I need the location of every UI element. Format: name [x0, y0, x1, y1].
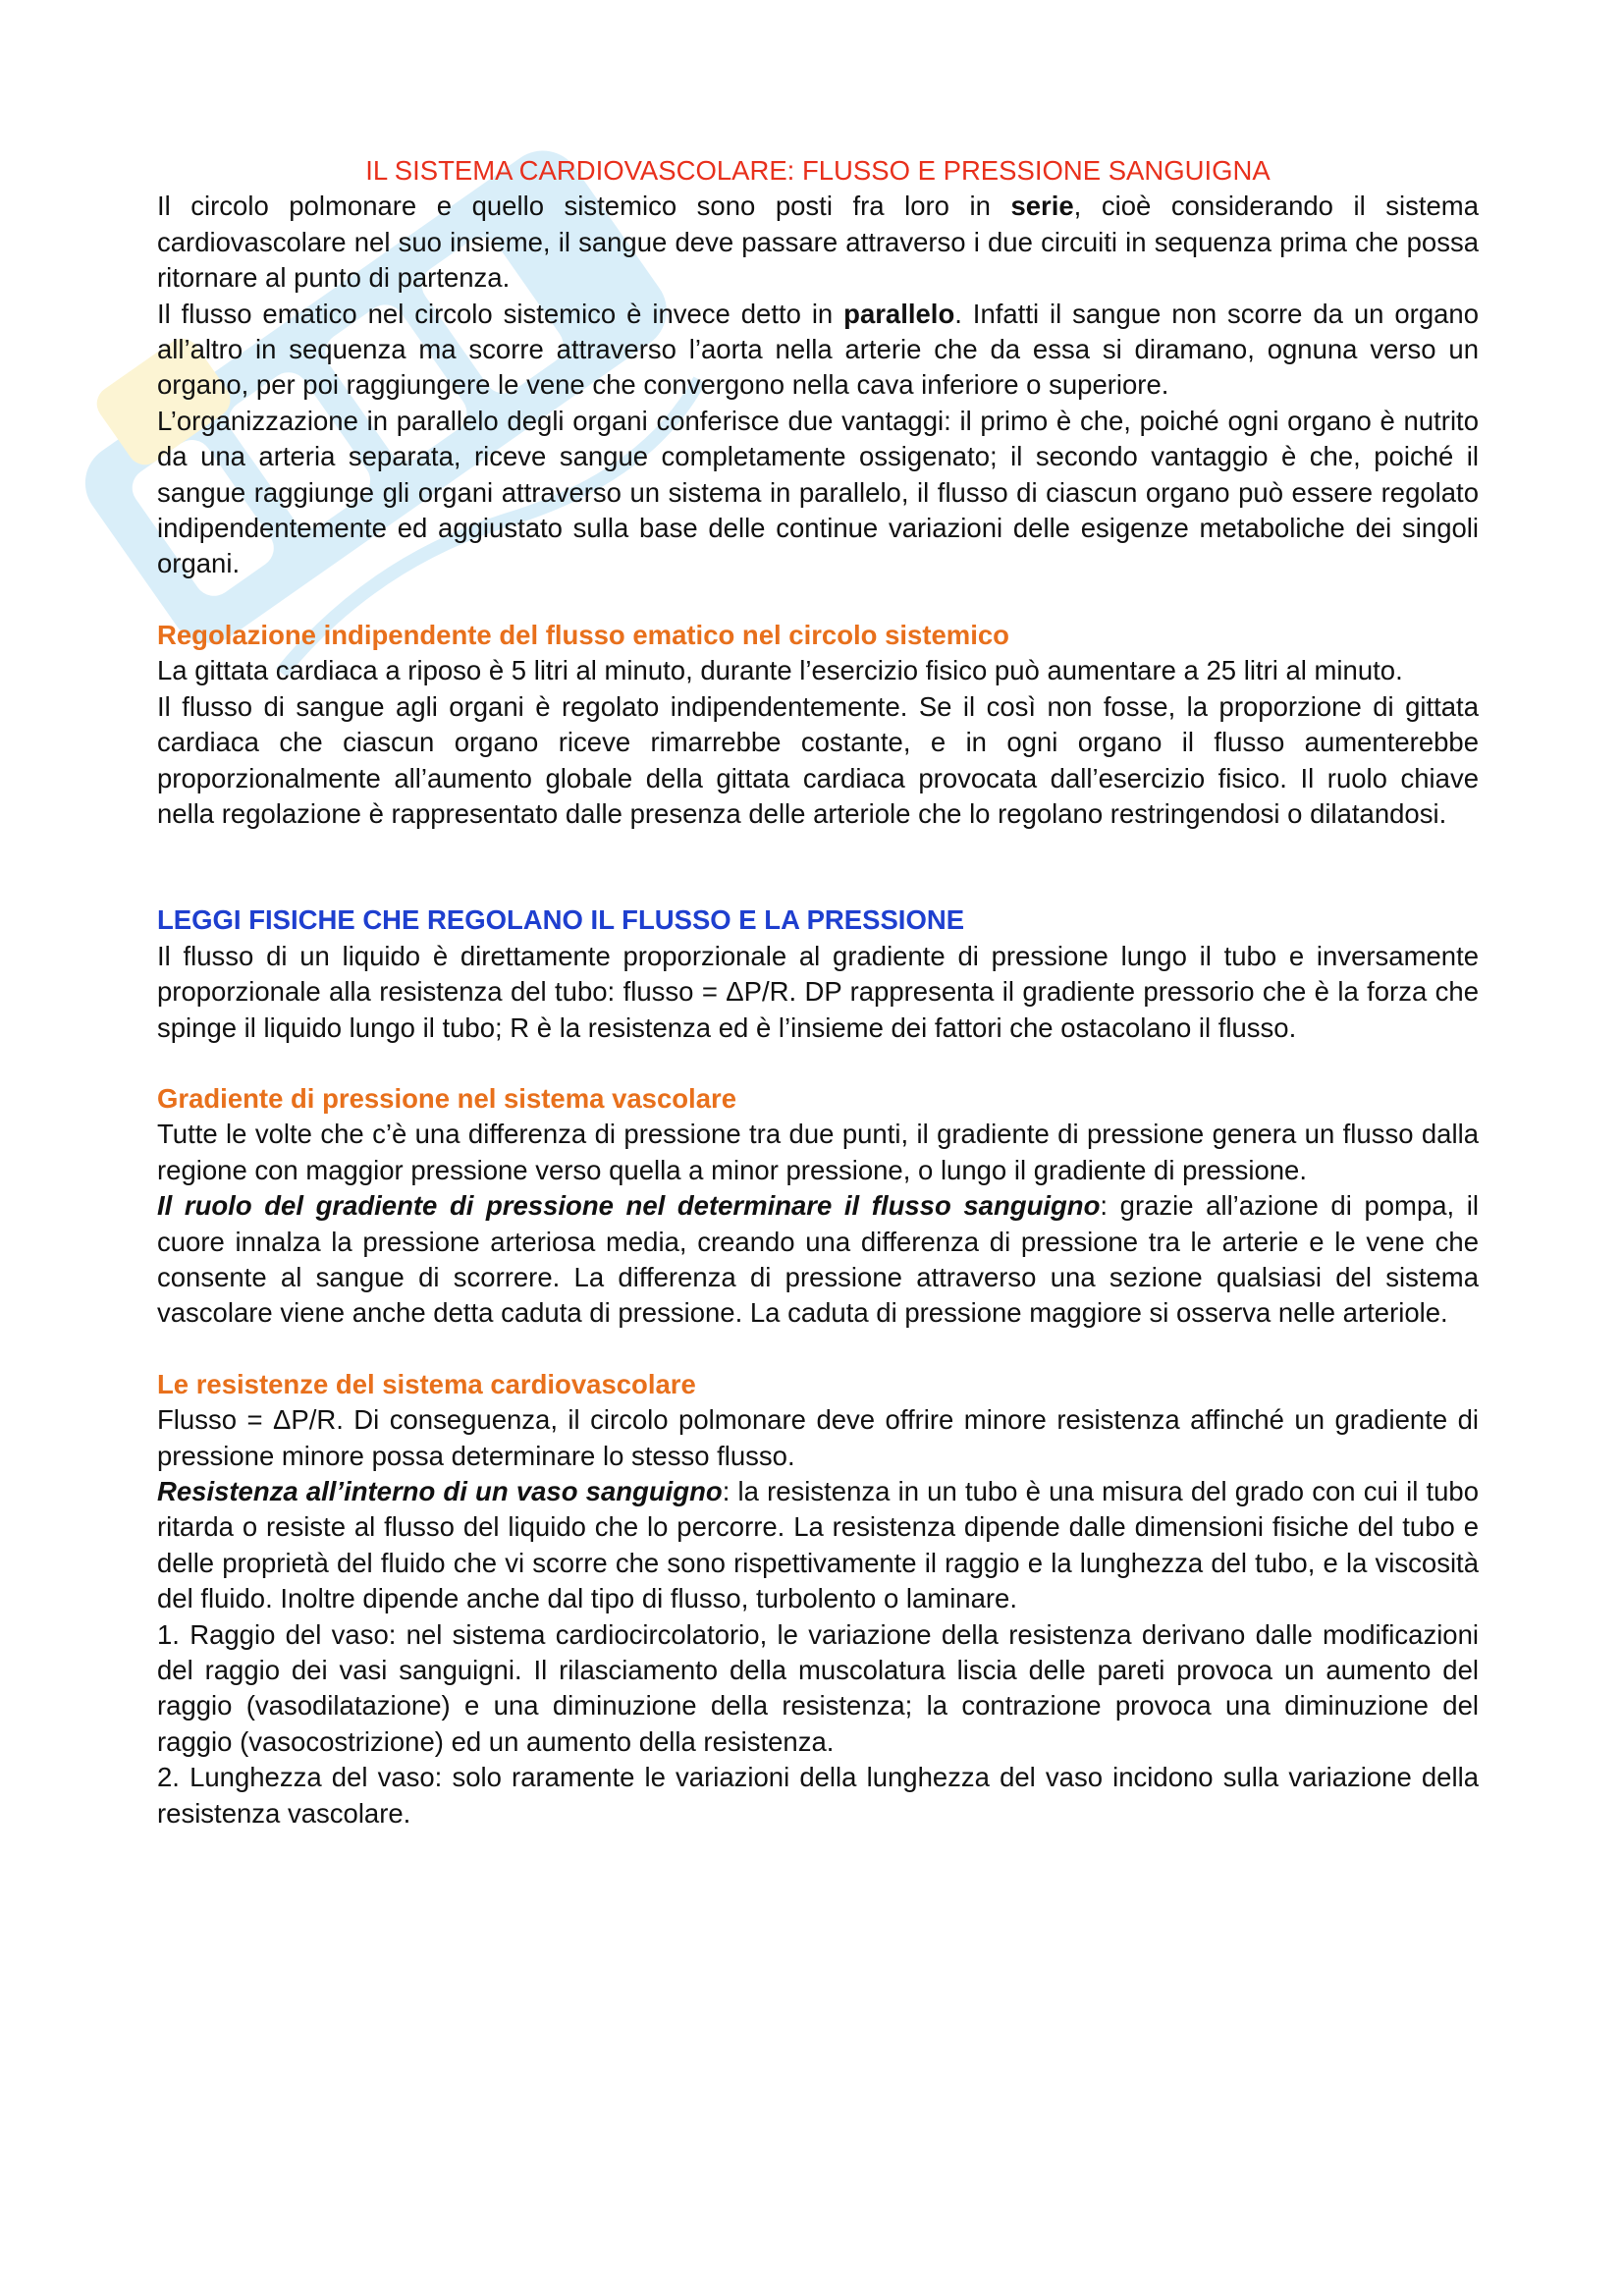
- section4-paragraph-1: Flusso = ΔP/R. Di conseguenza, il circolo polmonare deve offrire minore resistenza affinché un gradiente di pressione minore possa determinare lo stesso flusso.: [157, 1404, 1479, 1471]
- section1-paragraph-2: Il flusso di sangue agli organi è regolato indipendentemente. Se il così non fosse, la proporzione di gittata cardiaca che ciascun organo riceve rimarrebbe costante, e in ogni organo il flusso aumenterebbe proporzionalmente all’aumento globale della gittata cardiaca provocata dall’esercizio fisico. Il ruolo chiave nella regolazione è rappresentato dalle presenza delle arteriole che lo regolano restringendosi o dilatandosi.: [157, 690, 1479, 829]
- section3-paragraph-1: Tutte le volte che c’è una differenza di pressione tra due punti, il gradiente di pressione genera un flusso dalla regione con maggior pressione verso quella a minor pressione, o lungo il gradiente di pressione.: [157, 1119, 1479, 1185]
- section4-list-item-2: 2. Lunghezza del vaso: solo raramente le variazioni della lunghezza del vaso incidono sulla variazione della resistenza vascolare.: [157, 1762, 1479, 1829]
- intro-paragraph-1: [157, 189, 1479, 296]
- section3-paragraph-2: [157, 1188, 1479, 1332]
- bold-term-serie: serie: [1010, 191, 1074, 222]
- text-run: Il flusso ematico nel circolo sistemico è invece detto in: [157, 298, 844, 329]
- section-heading-leggi-fisiche: LEGGI FISICHE CHE REGOLANO IL FLUSSO E LA PRESSIONE: [157, 904, 965, 936]
- text-run: : la resistenza in un tubo è una misura del grado con cui il tubo ritarda o resiste al flusso del liquido che lo percorre. La resistenza dipende dalle dimensioni fisiche del tubo e delle proprietà del fluido che vi scorre che sono rispettivamente il raggio e la lunghezza del tubo, e la viscosità del fluido. Inoltre dipende anche dal tipo di flusso, turbolento o laminare.: [157, 1476, 1480, 1614]
- section4-list-item-1: 1. Raggio del vaso: nel sistema cardiocircolatorio, le variazione della resistenza derivano dalle modificazioni del raggio dei vasi sanguigni. Il rilasciamento della muscolatura liscia delle pareti provoca un aumento del raggio (vasodilatazione) e una diminuzione della resistenza; la contrazione provoca una diminuzione del raggio (vasocostrizione) ed un aumento della resistenza.: [157, 1618, 1479, 1757]
- section-heading-gradiente: Gradiente di pressione nel sistema vascolare: [157, 1082, 736, 1114]
- section-heading-resistenze: Le resistenze del sistema cardiovascolare: [157, 1368, 696, 1399]
- section1-paragraph-1: La gittata cardiaca a riposo è 5 litri al minuto, durante l’esercizio fisico può aumentare a 25 litri al minuto.: [157, 655, 1403, 686]
- bold-italic-term: Resistenza all’interno di un vaso sanguigno: [157, 1476, 723, 1506]
- text-run: . Infatti il sangue non scorre da un organo all’altro in sequenza ma scorre attraverso l’aorta nella arterie che da essa si diramano, ognuna verso un organo, per poi raggiungere le vene che convergono nella cava inferiore o superiore.: [157, 298, 1479, 401]
- section2-paragraph-1: Il flusso di un liquido è direttamente proporzionale al gradiente di pressione lungo il tubo e inversamente proporzionale alla resistenza del tubo: flusso = ΔP/R. DP rappresenta il gradiente pressorio che è la forza che spinge il liquido lungo il tubo; R è la resistenza ed è l’insieme dei fattori che ostacolano il flusso.: [157, 940, 1479, 1043]
- section-heading-regolazione: Regolazione indipendente del flusso ematico nel circolo sistemico: [157, 619, 1009, 650]
- section4-paragraph-2: [157, 1474, 1479, 1617]
- intro-paragraph-2: [157, 297, 1479, 404]
- bold-term-parallelo: parallelo: [843, 298, 955, 329]
- bold-italic-term: Il ruolo del gradiente di pressione nel determinare il flusso sanguigno: [157, 1190, 1101, 1222]
- text-run: , cioè considerando il sistema cardiovascolare nel suo insieme, il sangue deve passare attraverso i due circuiti in sequenza prima che possa ritornare al punto di partenza.: [157, 191, 1479, 294]
- document-page: [157, 153, 1479, 1831]
- document-title: IL SISTEMA CARDIOVASCOLARE: FLUSSO E PRESSIONE SANGUIGNA: [365, 155, 1271, 186]
- text-run: : grazie all’azione di pompa, il cuore innalza la pressione arteriosa media, creando una differenza di pressione tra le arterie e le vene che consente al sangue di scorrere. La differenza di pressione attraverso una sezione qualsiasi del sistema vascolare viene anche detta caduta di pressione. La caduta di pressione maggiore si osserva nelle arteriole.: [157, 1190, 1479, 1329]
- intro-paragraph-3: L’organizzazione in parallelo degli organi conferisce due vantaggi: il primo è che, poiché ogni organo è nutrito da una arteria separata, riceve sangue completamente ossigenato; il secondo vantaggio è che, poiché il sangue raggiunge gli organi attraverso un sistema in parallelo, il flusso di ciascun organo può essere regolato indipendentemente ed aggiustato sulla base delle continue variazioni delle esigenze metaboliche dei singoli organi.: [157, 405, 1479, 579]
- text-run: Il circolo polmonare e quello sistemico sono posti fra loro in: [157, 191, 1011, 222]
